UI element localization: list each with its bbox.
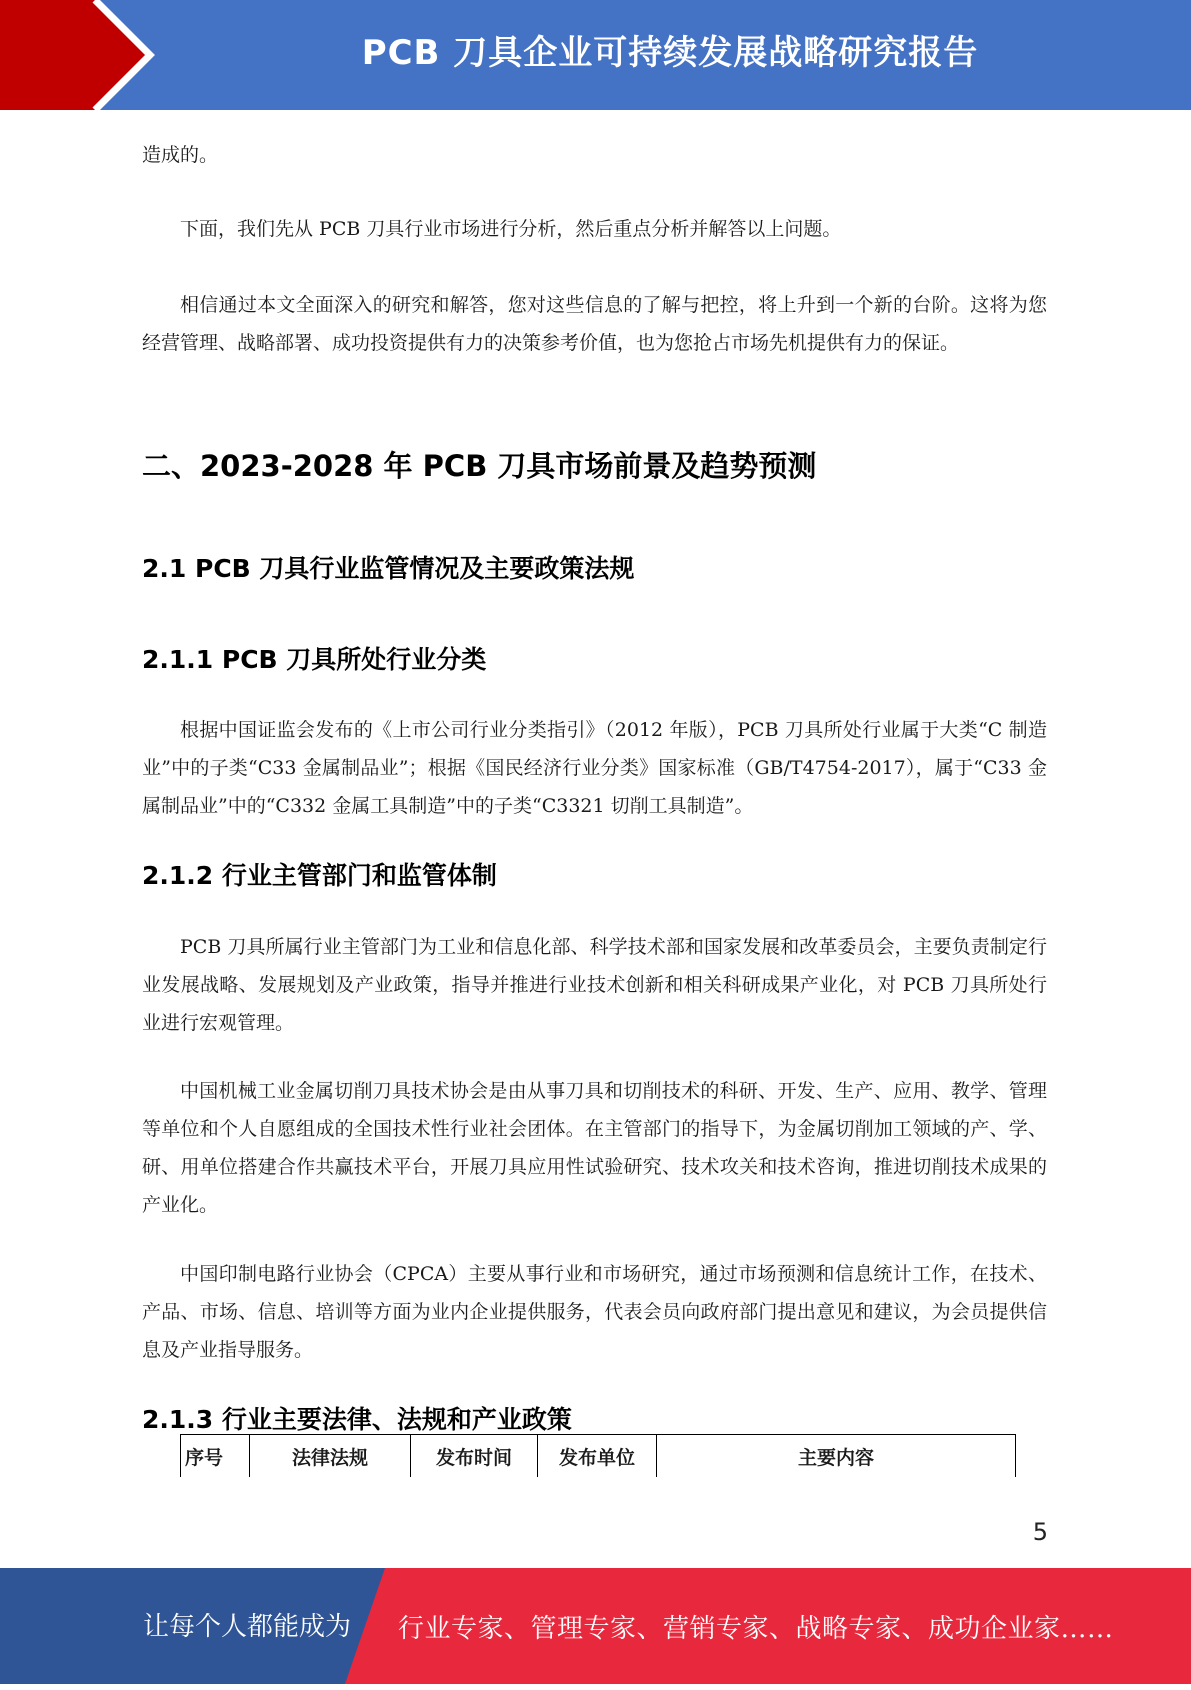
paragraph-cutting-tool-association: 中国机械工业金属切削刀具技术协会是由从事刀具和切削技术的科研、开发、生产、应用、教学、管理等单位和个人自愿组成的全国技术性行业社会团体。在主管部门的指导下，为金属切削加工领域的产、学、研、用单位搭建合作共赢技术平台，开展刀具应用性试验研究、技术攻关和技术咨询，推进切削技术成果的产业化。	[142, 1080, 1047, 1216]
report-title: PCB 刀具企业可持续发展战略研究报告	[361, 33, 979, 73]
col-header-index: 序号	[181, 1435, 250, 1478]
subsection-heading-2-1-2: 2.1.2 行业主管部门和监管体制	[142, 861, 497, 890]
table-header-row	[181, 1435, 1016, 1478]
subsection-heading-2-1-3: 2.1.3 行业主要法律、法规和产业政策	[142, 1405, 572, 1434]
paragraph-authorities: PCB 刀具所属行业主管部门为工业和信息化部、科学技术部和国家发展和改革委员会，主要负责制定行业发展战略、发展规划及产业政策，指导并推进行业技术创新和相关科研成果产业化，对 PCB 刀具所处行业进行宏观管理。	[142, 936, 1047, 1034]
col-header-issuer: 发布单位	[538, 1435, 657, 1478]
paragraph-value: 相信通过本文全面深入的研究和解答，您对这些信息的了解与把控，将上升到一个新的台阶。这将为您经营管理、战略部署、成功投资提供有力的决策参考价值，也为您抢占市场先机提供有力的保证。	[142, 294, 1047, 354]
subsection-heading-2-1-1: 2.1.1 PCB 刀具所处行业分类	[142, 645, 487, 674]
page-footer	[0, 1568, 1191, 1684]
paragraph-cpca: 中国印制电路行业协会（CPCA）主要从事行业和市场研究，通过市场预测和信息统计工作，在技术、产品、市场、信息、培训等方面为业内企业提供服务，代表会员向政府部门提出意见和建议，为会员提供信息及产业指导服务。	[142, 1263, 1047, 1361]
footer-slogan-left: 让每个人都能成为	[143, 1612, 352, 1642]
col-header-date: 发布时间	[411, 1435, 538, 1478]
page-header	[0, 0, 1191, 110]
col-header-law: 法律法规	[250, 1435, 411, 1478]
paragraph-continuation: 造成的。	[142, 144, 219, 166]
footer-slogan-right: 行业专家、管理专家、营销专家、战略专家、成功企业家……	[398, 1614, 1114, 1644]
header-arrow-decoration	[0, 0, 160, 110]
subsection-heading-2-1: 2.1 PCB 刀具行业监管情况及主要政策法规	[142, 554, 635, 583]
laws-regulations-table	[180, 1434, 1016, 1477]
page-number: 5	[1032, 1518, 1048, 1546]
paragraph-classification: 根据中国证监会发布的《上市公司行业分类指引》（2012 年版），PCB 刀具所处行业属于大类“C 制造业”中的子类“C33 金属制品业”；根据《国民经济行业分类》国家标准（GB/T4754-2017），属于“C33 金属制品业”中的“C332 金属工具制造”中的子类“C3321 切削工具制造”。	[142, 719, 1047, 817]
col-header-content: 主要内容	[657, 1435, 1016, 1478]
paragraph-intro: 下面，我们先从 PCB 刀具行业市场进行分析，然后重点分析并解答以上问题。	[180, 218, 842, 240]
section-heading-2: 二、2023-2028 年 PCB 刀具市场前景及趋势预测	[142, 449, 817, 483]
